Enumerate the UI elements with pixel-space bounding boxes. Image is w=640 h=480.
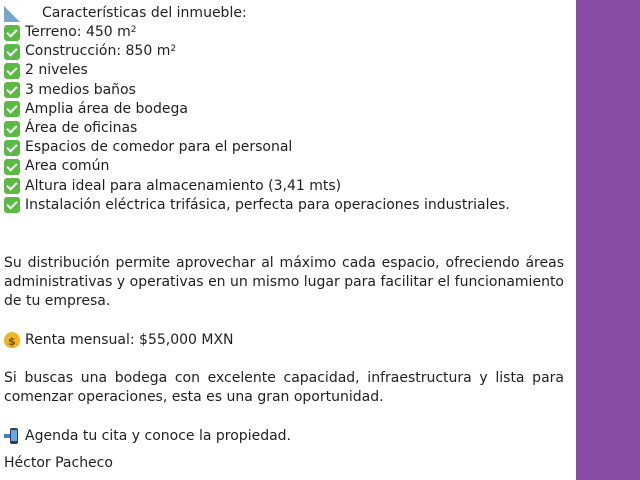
cta-text: Agenda tu cita y conoce la propiedad. bbox=[25, 427, 291, 444]
cta-line bbox=[4, 427, 564, 446]
list-item bbox=[4, 196, 564, 215]
list-item bbox=[4, 23, 564, 42]
feature-text: Construcción: 850 $m^2$ bbox=[25, 43, 177, 60]
feature-text: Terreno: 450 $m^2$ bbox=[25, 24, 137, 40]
feature-text: Altura ideal para almacenamiento (3,41 mts) bbox=[25, 177, 342, 194]
pitch-paragraph: Si buscas una bodega con excelente capacidad, infraestructura y lista para comenzar operaciones, esta es una gran oportunidad. bbox=[4, 370, 564, 406]
check-mark-icon bbox=[4, 82, 20, 98]
feature-text: 2 niveles bbox=[25, 62, 88, 79]
list-item bbox=[4, 81, 564, 100]
check-mark-icon bbox=[4, 25, 20, 41]
mobile-phone-arrow-icon bbox=[4, 428, 20, 444]
features-list bbox=[4, 23, 564, 215]
money-bag-icon bbox=[4, 332, 20, 348]
feature-text: Area común bbox=[25, 158, 110, 175]
check-mark-icon bbox=[4, 178, 20, 194]
side-panel bbox=[576, 0, 640, 480]
feature-text: Amplia área de bodega bbox=[25, 100, 188, 117]
listing-description bbox=[4, 0, 564, 480]
description-paragraph: Su distribución permite aprovechar al máximo cada espacio, ofreciendo áreas administrativas y operativas en un mismo lugar para facilitar el funcionamiento de tu empresa. bbox=[4, 254, 564, 310]
feature-text: 3 medios baños bbox=[25, 81, 136, 98]
list-item bbox=[4, 100, 564, 119]
feature-text: Espacios de comedor para el personal bbox=[25, 139, 293, 156]
list-item bbox=[4, 138, 564, 157]
check-mark-icon bbox=[4, 44, 20, 60]
list-item bbox=[4, 157, 564, 176]
feature-text: Área de oficinas bbox=[25, 119, 138, 136]
list-item bbox=[4, 42, 564, 61]
rent-text: Renta mensual: $55,000 MXN bbox=[25, 331, 234, 348]
rent-line bbox=[4, 331, 564, 350]
signature: Héctor Pacheco bbox=[4, 454, 113, 471]
features-header-text: Características del inmueble: bbox=[42, 5, 247, 22]
triangular-ruler-icon bbox=[4, 6, 36, 22]
check-mark-icon bbox=[4, 121, 20, 137]
check-mark-icon bbox=[4, 140, 20, 156]
list-item bbox=[4, 119, 564, 138]
list-item bbox=[4, 61, 564, 80]
check-mark-icon bbox=[4, 63, 20, 79]
check-mark-icon bbox=[4, 197, 20, 213]
feature-text: Instalación eléctrica trifásica, perfecta para operaciones industriales. bbox=[25, 196, 510, 213]
check-mark-icon bbox=[4, 101, 20, 117]
check-mark-icon bbox=[4, 159, 20, 175]
list-item bbox=[4, 177, 564, 196]
